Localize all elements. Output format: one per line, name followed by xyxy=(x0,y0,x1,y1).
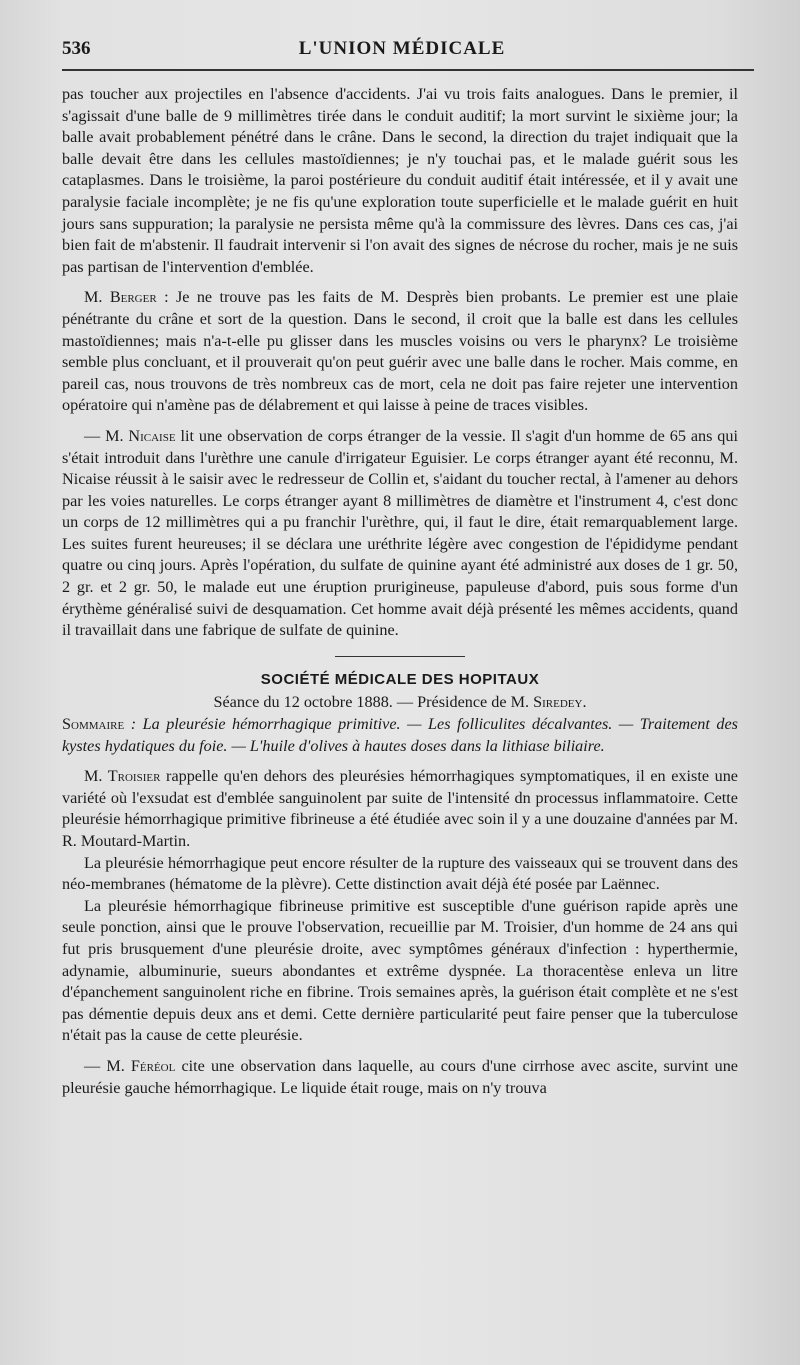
seance-suffix: . xyxy=(582,693,587,712)
seance-line xyxy=(62,692,738,714)
header-rule xyxy=(62,69,754,71)
sommaire xyxy=(62,714,738,757)
paragraph-fereol xyxy=(62,1056,738,1099)
page-body xyxy=(62,84,738,1099)
paragraph-guerison: La pleurésie hémorrhagique fibrineuse primitive est susceptible d'une guérison rapide après une seule ponction, ainsi que le prouve l'observation, recueillie par M. Troisier, d'un homme de 24 ans qui fut pris brusquement d'une pleurésie droite, avec symptômes généraux d'infection : hyperthermie, adynamie, albuminurie, sueurs abondantes et extrême dyspnée. La thoracentèse enleva un litre d'épanchement sanguinolent riche en fibrine. Trois semaines après, la guérison était complète et ne s'est pas démentie depuis deux ans et demi. Cette dernière particularité peut faire penser que la tuberculose n'était pas la cause de cette pleurésie. xyxy=(62,896,738,1045)
seance-text: Séance du 12 octobre 1888. — Présidence de M. xyxy=(213,693,534,712)
running-title: L'UNION MÉDICALE xyxy=(298,38,506,59)
paragraph-berger xyxy=(62,287,738,417)
dash-prefix: — M. xyxy=(84,426,129,445)
paragraph-troisier xyxy=(62,766,738,852)
paragraph-desprès-continued: pas toucher aux projectiles en l'absence d'accidents. J'ai vu trois faits analogues. Dans le premier, il s'agissait d'une balle de 9 millimètres tirée dans le conduit auditif; la mort survint le sixième jour; la balle avait probablement pénétré dans le crâne. Dans le second, la direction du trajet indiquait que la balle devait être dans les cellules mastoïdiennes; je n'y touchai pas, et le malade guérit sous les cataplasmes. Dans le troisième, la paroi postérieure du conduit auditif était intéressée, et il y avait une paralysie faciale incomplète; je ne fis qu'une exploration toute superficielle et le malade guérit en huit jours sans suppuration; la paralysie ne persista même qu'à la commissure des lèvres. Dans ces cas, j'ai bien fait de m'abstenir. Il faudrait intervenir si l'on avait des signes de nécrose du rocher, mais je ne suis pas partisan de l'intervention d'emblée. xyxy=(62,85,738,276)
dash-prefix: — M. xyxy=(84,1056,131,1075)
paragraph-text: : Je ne trouve pas les faits de M. Desprès bien probants. Le premier est une plaie pénétrante du crâne et sort de la question. Dans le second, il croit que la balle est dans les cellules mastoïdiennes; mais n'a-t-elle pu glisser dans les muscles voisins ou vers le pharynx? Le troisième semble plus concluant, et il prouverait qu'on peut guérir avec une balle dans le rocher. Mais comme, en pareil cas, nous trouvons de très nombreux cas de mort, cela ne doit pas faire rejeter une intervention opératoire qui n'amène pas de délabrement et qui laisse à peine de traces visibles. xyxy=(62,288,738,415)
section-title: SOCIÉTÉ MÉDICALE DES HOPITAUX xyxy=(260,670,540,688)
paragraph-text: cite une observation dans laquelle, au cours d'une cirrhose avec ascite, survint une pleurésie gauche hémorrhagique. Le liquide était rouge, mais on n'y trouva xyxy=(62,1056,738,1097)
section-separator xyxy=(335,656,465,657)
speaker-name: M. Troisier xyxy=(84,767,161,786)
sommaire-items: : La pleurésie hémorrhagique primitive. — Les folliculites décalvantes. — Traitement des kystes hydatiques du foie. — L'huile d'olives à hautes doses dans la lithiase biliaire. xyxy=(62,715,738,755)
paragraph-hematome: La pleurésie hémorrhagique peut encore résulter de la rupture des vaisseaux qui se trouvent dans des néo-membranes (hématome de la plèvre). Cette distinction avait déjà été posée par Laënnec. xyxy=(62,853,738,894)
page-number: 536 xyxy=(62,38,91,59)
paragraph-nicaise xyxy=(62,426,738,642)
paragraph-text: lit une observation de corps étranger de la vessie. Il s'agit d'un homme de 65 ans qui s'était introduit dans l'urèthre une canule d'irrigateur Eguisier. Le corps étranger ayant été reconnu, M. Nicaise réussit à le saisir avec le redresseur de Collin et, s'aidant du toucher rectal, à l'amener au dehors par les voies naturelles. Le corps étranger ayant 8 millimètres de diamètre et l'instrument 4, c'est donc un corps de 12 millimètres qui a pu franchir l'urèthre, qui, il faut le dire, était remarquablement large. Les suites furent heureuses; il se déclara une uréthrite légère avec congestion de l'épididyme pendant quatre ou cinq jours. Après l'opération, du sulfate de quinine ayant été administré aux doses de 1 gr. 50, 2 gr. et 2 gr. 50, le malade eut une éruption prurigineuse, papuleuse d'abord, puis sous forme d'un érythème généralisé suivi de desquamation. Cet homme avait déjà présenté les mêmes accidents, quand il travaillait dans une fabrique de sulfate de quinine. xyxy=(62,426,738,640)
paragraph-text: rappelle qu'en dehors des pleurésies hémorrhagiques symptomatiques, il en existe une variété où l'exsudat est d'emblée sanguinolent par suite de l'intensité dn processus inflammatoire. Cette pleurésie hémorrhagique primitive fibrineuse a été étudiée avec soin il y a une douzaine d'années par M. R. Moutard-Martin. xyxy=(62,767,738,850)
page-header xyxy=(62,36,742,68)
president-name: Siredey xyxy=(533,693,583,712)
speaker-name: Féréol xyxy=(130,1056,176,1075)
sommaire-label: Sommaire xyxy=(62,715,125,734)
speaker-name: Nicaise xyxy=(128,426,176,445)
speaker-name: M. Berger xyxy=(84,288,157,307)
